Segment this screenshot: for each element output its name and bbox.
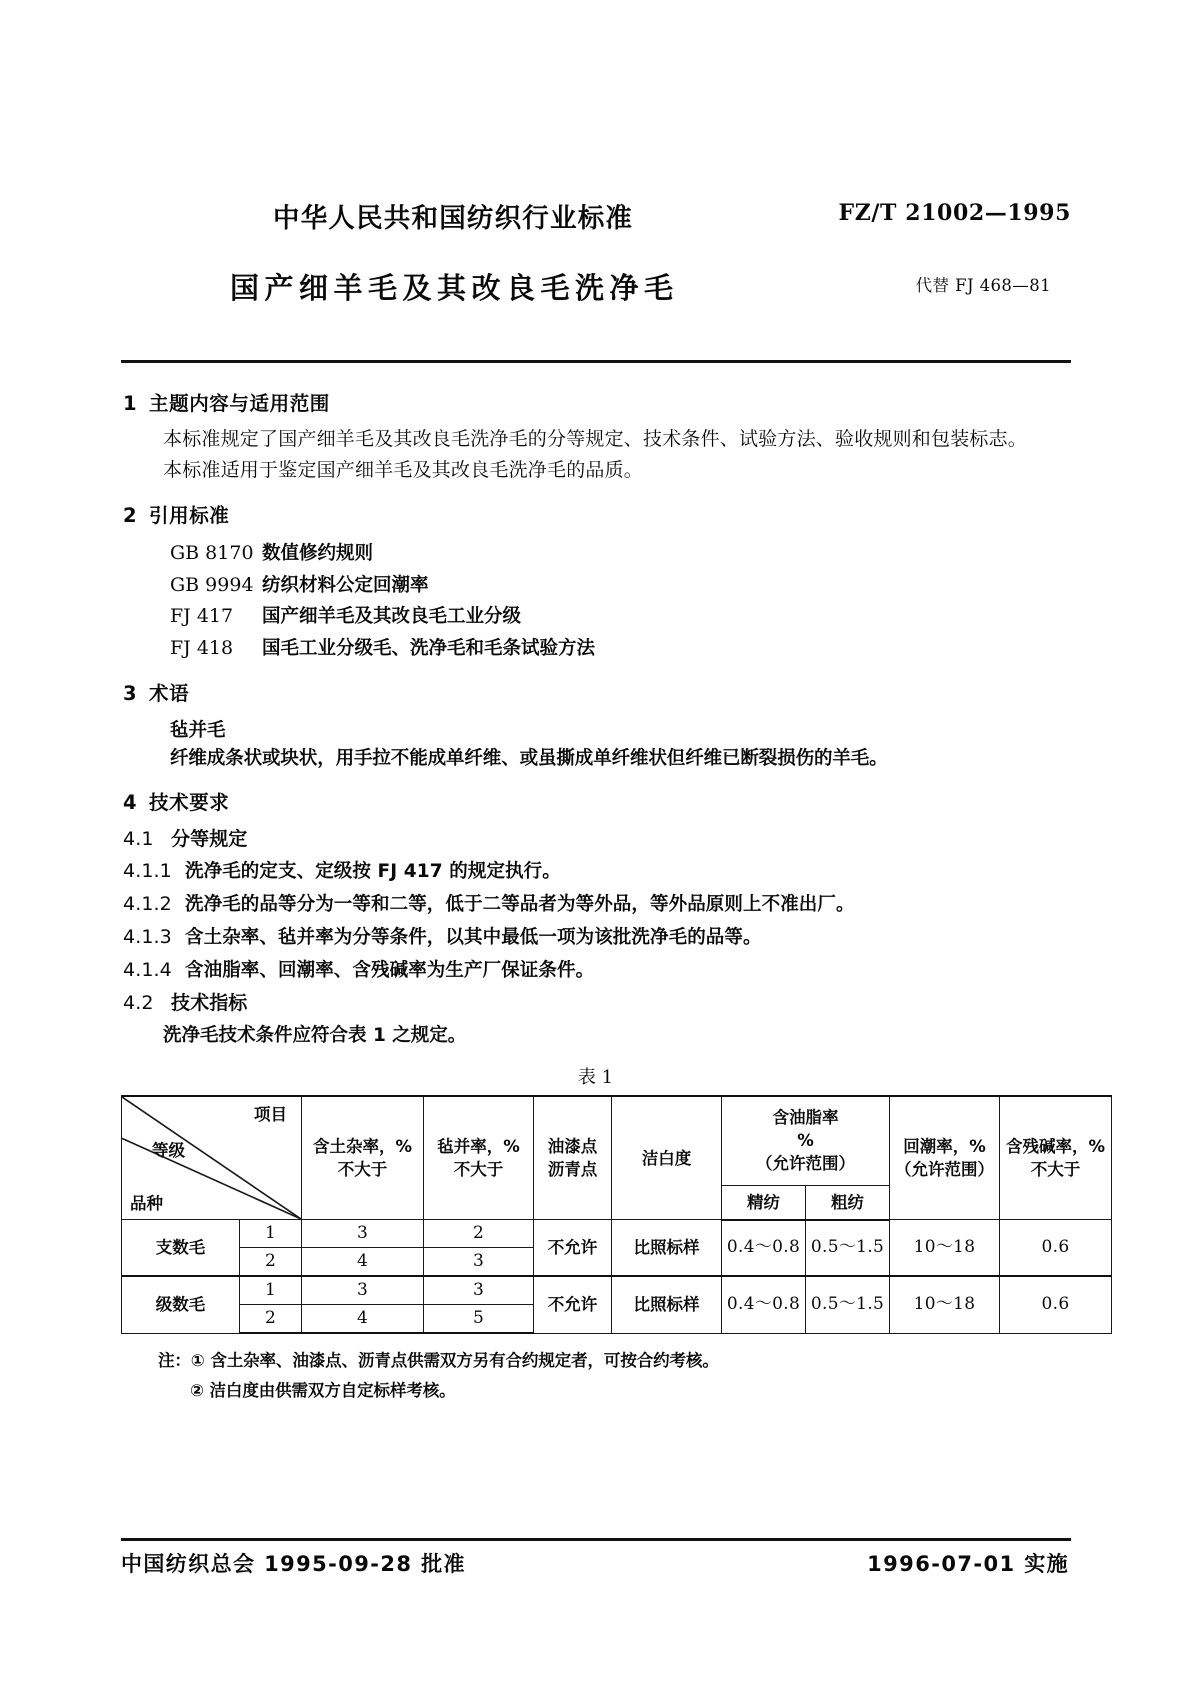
cell-alkali: 0.6 [1000, 1220, 1112, 1277]
clause-4-1-4-text: 含油脂率、回潮率、含残碱率为生产厂保证条件。 [185, 960, 595, 981]
column-header-alkali [1000, 1096, 1112, 1220]
alkali-title: 含残碱率，% [1005, 1137, 1106, 1156]
corner-item-label: 项目 [254, 1105, 287, 1124]
table-note-1: 注：① 含土杂率、油漆点、沥青点供需双方另有合约规定者，可按合约考核。 [158, 1351, 719, 1370]
clause-4-1-1 [123, 855, 1073, 888]
clause-4-1-4 [123, 954, 1073, 987]
felt-rate-title: 毡并率，% [437, 1137, 520, 1156]
cell-felt-rate: 5 [424, 1305, 534, 1334]
paint-spot-label: 油漆点 [547, 1137, 598, 1156]
clause-4-1-1-number: 4.1.1 [123, 860, 172, 882]
dirt-rate-title: 含土杂率，% [312, 1137, 413, 1156]
oil-rate-range: （允许范围） [756, 1154, 855, 1174]
section-2-number: 2 [123, 504, 138, 527]
column-header-moisture [890, 1096, 1000, 1220]
masthead [118, 188, 1073, 328]
alkali-subtitle: 不大于 [1030, 1160, 1081, 1179]
clause-4-2-number: 4.2 [123, 992, 154, 1014]
header-divider-rule [121, 360, 1071, 363]
clause-4-1-3-text: 含土杂率、毡并率为分等条件，以其中最低一项为该批洗净毛的品等。 [185, 927, 762, 948]
felt-rate-subtitle: 不大于 [453, 1160, 504, 1179]
table-row [122, 1276, 1112, 1305]
approval-statement: 中国纺织总会 1995-09-28 批准 [121, 1552, 466, 1576]
page-content [118, 0, 1106, 1684]
term-name: 毡并毛 [170, 720, 226, 741]
section-1-heading [123, 388, 1073, 416]
clause-4-1-number: 4.1 [123, 828, 154, 850]
cell-oil-woolen: 0.5～1.5 [806, 1276, 890, 1333]
cell-dirt-rate: 4 [302, 1248, 424, 1277]
moisture-title: 回潮率，% [903, 1137, 986, 1156]
section-3-number: 3 [123, 682, 138, 705]
cell-grade: 2 [240, 1305, 302, 1334]
clause-4-1-2 [123, 888, 1073, 921]
cell-felt-rate: 3 [424, 1276, 534, 1305]
cell-oil-worsted: 0.4～0.8 [722, 1276, 806, 1333]
reference-title: 纺织材料公定回潮率 [262, 574, 429, 596]
reference-title: 国产细羊毛及其改良毛工业分级 [262, 606, 522, 627]
table-row [122, 1220, 1112, 1248]
dirt-rate-subtitle: 不大于 [337, 1160, 388, 1179]
term-definition: 纤维成条状或块状，用手拉不能成单纤维、或虽撕成单纤维状但纤维已断裂损伤的羊毛。 [170, 748, 888, 769]
page-footer [121, 1548, 1071, 1584]
oil-rate-unit: % [797, 1131, 814, 1151]
reference-title: 国毛工业分级毛、洗净毛和毛条试验方法 [262, 637, 596, 659]
standard-number: FZ/T 21002—1995 [838, 200, 1071, 226]
cell-oil-worsted: 0.4～0.8 [722, 1220, 806, 1277]
cell-spots: 不允许 [534, 1220, 612, 1277]
cell-moisture: 10～18 [890, 1220, 1000, 1277]
oil-rate-title: 含油脂率 [772, 1108, 839, 1128]
cell-grade: 1 [240, 1220, 302, 1248]
clause-4-1-3-number: 4.1.3 [123, 926, 172, 948]
section-2-heading [123, 500, 1073, 528]
clause-4-1-text: 分等规定 [171, 828, 248, 850]
section-3-title: 术语 [149, 682, 190, 705]
clause-4-1-4-number: 4.1.4 [123, 959, 172, 981]
clause-4-2-paragraph: 洗净毛技术条件应符合表 1 之规定。 [163, 1025, 467, 1046]
section-2-title: 引用标准 [149, 504, 230, 527]
column-header-spots [534, 1096, 612, 1220]
row-kind-label: 支数毛 [122, 1220, 240, 1277]
issuing-organization-title: 中华人民共和国纺织行业标准 [273, 203, 634, 234]
reference-title: 数值修约规则 [262, 543, 374, 564]
document-body [118, 374, 1106, 1406]
clause-4-2-text: 技术指标 [171, 992, 248, 1014]
section-4-number: 4 [123, 791, 138, 814]
document-title: 国产细羊毛及其改良毛洗净毛 [230, 271, 679, 305]
corner-grade-label: 等级 [152, 1141, 185, 1160]
replaces-standard-note: 代替 FJ 468—81 [915, 276, 1051, 295]
column-header-felt-rate [424, 1096, 534, 1220]
section-1-title: 主题内容与适用范围 [149, 392, 330, 415]
cell-oil-woolen: 0.5～1.5 [806, 1220, 890, 1277]
subcolumn-header-woolen: 粗纺 [806, 1185, 890, 1219]
cell-dirt-rate: 3 [302, 1220, 424, 1248]
clause-4-2 [123, 987, 1073, 1019]
cell-moisture: 10～18 [890, 1276, 1000, 1333]
referenced-standards-list [170, 538, 1073, 664]
moisture-range: （允许范围） [895, 1160, 994, 1179]
reference-code: FJ 417 [170, 605, 234, 627]
column-header-dirt-rate [302, 1096, 424, 1220]
reference-code: GB 9994 [170, 573, 254, 596]
row-kind-label: 级数毛 [122, 1276, 240, 1333]
cell-felt-rate: 2 [424, 1220, 534, 1248]
cell-whiteness: 比照标样 [612, 1220, 722, 1277]
technical-requirements-table [121, 1095, 1112, 1334]
table-caption: 表 1 [577, 1067, 614, 1088]
effective-date-statement: 1996-07-01 实施 [867, 1552, 1069, 1576]
table-corner-cell [122, 1096, 302, 1220]
section-1-paragraph-1: 本标准规定了国产细羊毛及其改良毛洗净毛的分等规定、技术条件、试验方法、验收规则和包装标志。 [163, 428, 1028, 450]
section-1-number: 1 [123, 392, 138, 415]
subcolumn-header-worsted: 精纺 [722, 1185, 806, 1219]
cell-alkali: 0.6 [1000, 1276, 1112, 1333]
list-item [170, 570, 1073, 602]
section-3-heading [123, 678, 1073, 706]
table-header-row [122, 1096, 1112, 1185]
table-notes [118, 1346, 1073, 1406]
pitch-spot-label: 沥青点 [547, 1160, 598, 1179]
section-4-heading [123, 787, 1073, 815]
cell-grade: 1 [240, 1276, 302, 1305]
cell-dirt-rate: 3 [302, 1276, 424, 1305]
cell-spots: 不允许 [534, 1276, 612, 1333]
clause-4-1-3 [123, 921, 1073, 954]
section-1-paragraph-2: 本标准适用于鉴定国产细羊毛及其改良毛洗净毛的品质。 [163, 459, 644, 481]
cell-grade: 2 [240, 1248, 302, 1277]
list-item [170, 538, 1073, 570]
cell-whiteness: 比照标样 [612, 1276, 722, 1333]
clause-4-1 [123, 823, 1073, 855]
clause-4-1-2-number: 4.1.2 [123, 893, 172, 915]
cell-dirt-rate: 4 [302, 1305, 424, 1334]
corner-kind-label: 品种 [130, 1194, 163, 1213]
clause-4-1-1-text: 洗净毛的定支、定级按 FJ 417 的规定执行。 [185, 861, 561, 882]
column-header-oil-rate [722, 1096, 890, 1185]
footer-divider-rule [121, 1538, 1071, 1541]
section-4-title: 技术要求 [149, 791, 230, 814]
table-note-2: ② 洁白度由供需双方自定标样考核。 [190, 1381, 456, 1400]
clause-4-1-2-text: 洗净毛的品等分为一等和二等，低于二等品者为等外品，等外品原则上不准出厂。 [185, 894, 855, 915]
reference-code: FJ 418 [170, 636, 234, 659]
list-item [170, 633, 1073, 665]
cell-felt-rate: 3 [424, 1248, 534, 1277]
reference-code: GB 8170 [170, 542, 254, 564]
column-header-whiteness: 洁白度 [612, 1096, 722, 1220]
list-item [170, 601, 1073, 633]
